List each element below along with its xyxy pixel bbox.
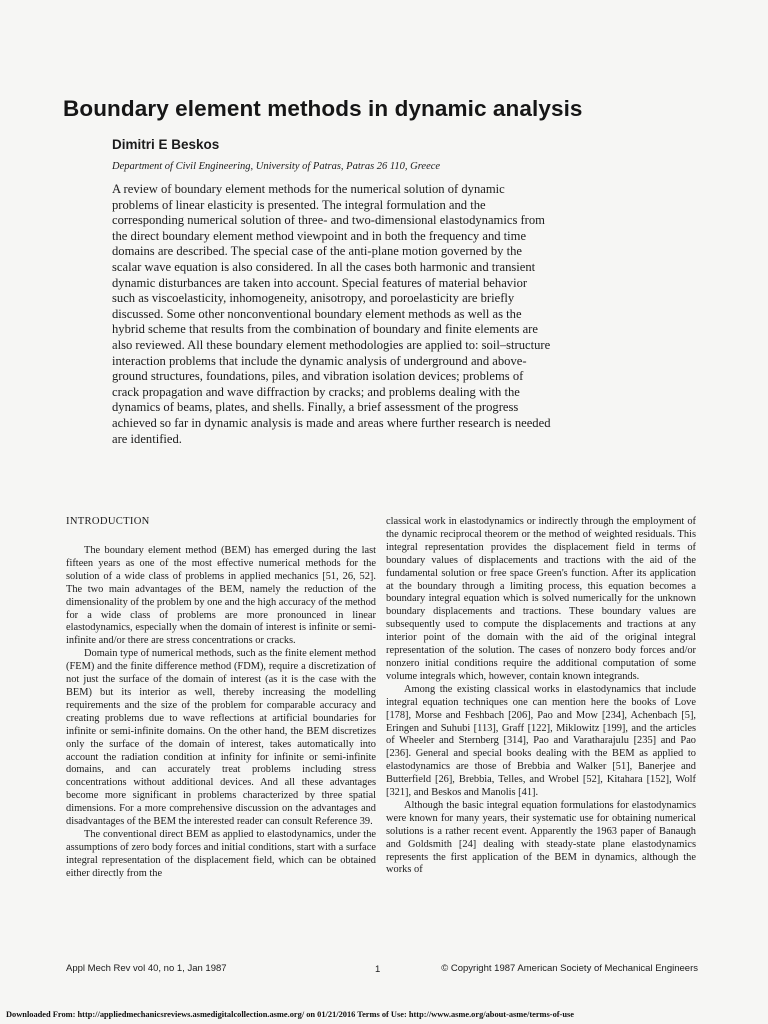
download-notice: Downloaded From: http://appliedmechanicsreviews.asmedigitalcollection.asme.org/ on 01/21/2016 Terms of Use: http://www.asme.org/about-asme/terms-of-use [6,1010,574,1019]
author-affiliation: Department of Civil Engineering, University of Patras, Patras 26 110, Greece [112,161,441,172]
body-paragraph: The conventional direct BEM as applied to elastodynamics, under the assumptions of zero body forces and initial conditions, start with a surface integral representation of the displacement field, which can be obtained either directly from the [66,828,376,879]
author-name: Dimitri E Beskos [112,137,220,152]
section-heading: INTRODUCTION [66,516,150,527]
page-footer [66,963,698,977]
copyright-notice: © Copyright 1987 American Society of Mechanical Engineers [441,963,698,974]
body-paragraph: Domain type of numerical methods, such as the finite element method (FEM) and the finite difference method (FDM), require a discretization of not just the surface of the domain of interest (as it is the case with the BEM) but its interior as well, thereby increasing the modelling requirements and the size of the problem for comparable accuracy and creating problems due to wave reflections at artificial boundaries for infinite or semi-infinite domains. On the other hand, the BEM discretizes only the surface of the domain of interest, takes automatically into account the radiation condition at infinity for infinite or semi-infinite domains, and can accurately treat problems including stress concentrations without additional devices. And all these advantages become more significant in problems characterized by three spatial dimensions. For a more comprehensive discussion on the advantages and disadvantages of the BEM the interested reader can consult Reference 39. [66,648,376,828]
left-column [66,516,376,881]
article-title: Boundary element methods in dynamic analysis [63,96,583,121]
abstract: A review of boundary element methods for the numerical solution of dynamic problems of linear elasticity is presented. The integral formulation and the corresponding numerical solution of three- and two-dimensional elastodynamics from the direct boundary element method viewpoint and in both the frequency and time domains are described. The special case of the anti-plane motion governed by the scalar wave equation is also considered. In all the cases both harmonic and transient dynamic disturbances are taken into account. Special features of material behavior such as viscoelasticity, inhomogeneity, anisotropy, and poroelasticity are briefly discussed. Some other nonconventional boundary element methods as well as the hybrid scheme that results from the combination of boundary and finite elements are also reviewed. All these boundary element methodologies are applied to: soil–structure interaction problems that include the dynamic analysis of underground and above-ground structures, foundations, piles, and vibration isolation devices; problems of crack propagation and wave diffraction by cracks; and problems dealing with the dynamics of beams, plates, and shells. Finally, a brief assessment of the progress achieved so far in dynamic analysis is made and areas where further research is needed are identified. [112,182,551,446]
body-paragraph: Among the existing classical works in elastodynamics that include integral equation techniques one can mention here the books of Love [178], Morse and Feshbach [206], Pao and Mow [234], Achenbach [5], Eringen and Suhubi [113], Graff [122], Miklowitz [199], and the articles of Wheeler and Sternberg [314], Pao and Varatharajulu [235] and Pao [236]. General and special books dealing with the BEM as applied to elastodynamics are those of Brebbia and Walker [51], Banerjee and Butterfield [26], Brebbia, Telles, and Wrobel [52], Kitahara [152], Wolf [321], and Beskos and Manolis [41]. [386,683,696,799]
journal-citation: Appl Mech Rev vol 40, no 1, Jan 1987 [66,963,227,974]
right-column [386,516,696,877]
body-paragraph: The boundary element method (BEM) has emerged during the last fifteen years as one of the most effective numerical methods for the solution of a wide class of problems in applied mechanics [51, 26, 52]. The two main advantages of the BEM, namely the reduction of the dimensionality of the problem by one and the high accuracy of the method for a wide class of problems are more pronounced in linear elastodynamics, especially when the domain of interest is infinite or semi-infinite and/or there are stress concentrations or cracks. [66,545,376,647]
body-paragraph-continued: classical work in elastodynamics or indirectly through the employment of the dynamic reciprocal theorem or the method of weighted residuals. This integral representation provides the displacement field in terms of boundary values of displacements and tractions with the aid of the fundamental solution or free space Green's function. After its application at the boundary through a limiting process, this equation becomes a boundary integral equation which is solved numerically for the unknown boundary displacements and tractions. These boundary values are subsequently used to compute the displacements and tractions at any interior point of the domain with the aid of the original integral representation of the solution. The cases of nonzero body forces and/or nonzero initial conditions require the additional computation of some volume integrals which, however, contain known integrands. [386,516,696,682]
body-paragraph: Although the basic integral equation formulations for elastodynamics were known for many years, their systematic use for obtaining numerical solutions is a rather recent event. Apparently the 1963 paper of Banaugh and Goldsmith [24] dealing with steady-state plane elastodynamics represents the first application of the BEM in dynamics, although the works of [386,799,696,876]
page-number: 1 [375,964,381,975]
